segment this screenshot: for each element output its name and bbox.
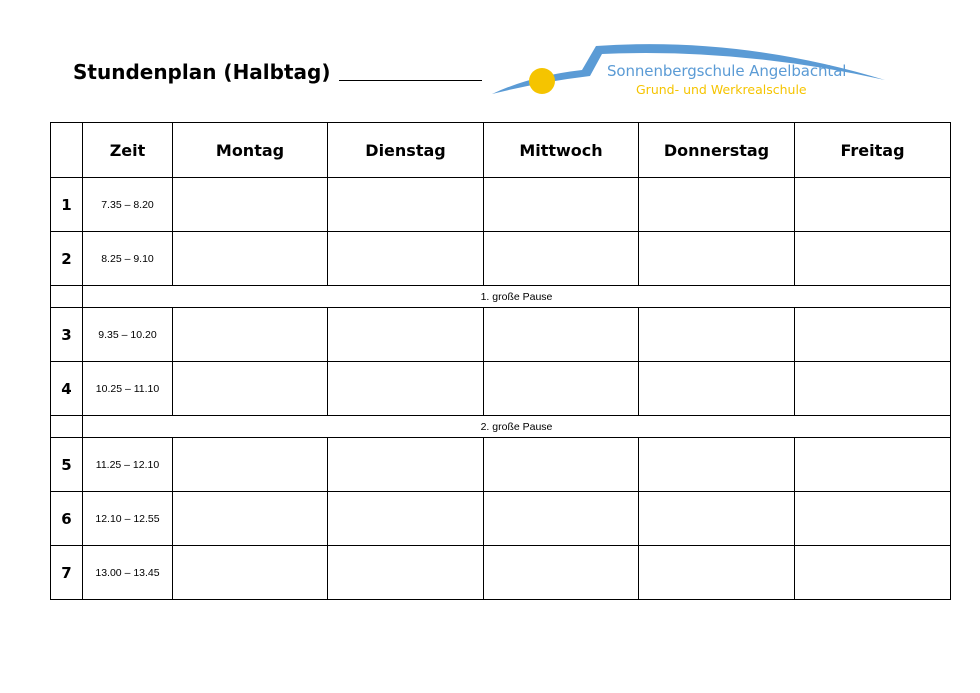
cell-freitag[interactable]: [795, 232, 951, 286]
lesson-row: [51, 232, 951, 286]
lesson-number: 2: [51, 232, 83, 286]
logo-school-name: Sonnenbergschule Angelbachtal: [607, 62, 847, 80]
lesson-time: 7.35 – 8.20: [83, 178, 173, 232]
lesson-row: [51, 178, 951, 232]
cell-freitag[interactable]: [795, 362, 951, 416]
cell-donnerstag[interactable]: [639, 362, 795, 416]
cell-dienstag[interactable]: [328, 546, 484, 600]
pause-label: 1. große Pause: [83, 286, 951, 308]
cell-donnerstag[interactable]: [639, 492, 795, 546]
lesson-time: 11.25 – 12.10: [83, 438, 173, 492]
logo-sun: [529, 68, 555, 94]
cell-dienstag[interactable]: [328, 362, 484, 416]
lesson-number: 7: [51, 546, 83, 600]
cell-freitag[interactable]: [795, 492, 951, 546]
header-row: [51, 123, 951, 178]
lesson-number: 1: [51, 178, 83, 232]
page-title-text: Stundenplan (Halbtag): [73, 60, 331, 84]
lesson-time: 9.35 – 10.20: [83, 308, 173, 362]
school-logo: [490, 38, 890, 100]
pause-row: [51, 286, 951, 308]
cell-mittwoch[interactable]: [484, 546, 639, 600]
cell-mittwoch[interactable]: [484, 308, 639, 362]
header-montag: Montag: [173, 123, 328, 178]
cell-donnerstag[interactable]: [639, 546, 795, 600]
lesson-row: [51, 438, 951, 492]
cell-montag[interactable]: [173, 362, 328, 416]
header-number: [51, 123, 83, 178]
lesson-number: 3: [51, 308, 83, 362]
cell-freitag[interactable]: [795, 178, 951, 232]
header-donnerstag: Donnerstag: [639, 123, 795, 178]
cell-donnerstag[interactable]: [639, 232, 795, 286]
cell-donnerstag[interactable]: [639, 308, 795, 362]
cell-freitag[interactable]: [795, 308, 951, 362]
cell-dienstag[interactable]: [328, 232, 484, 286]
lesson-time: 13.00 – 13.45: [83, 546, 173, 600]
lesson-time: 12.10 – 12.55: [83, 492, 173, 546]
cell-dienstag[interactable]: [328, 492, 484, 546]
cell-montag[interactable]: [173, 438, 328, 492]
cell-mittwoch[interactable]: [484, 362, 639, 416]
header-mittwoch: Mittwoch: [484, 123, 639, 178]
pause-number-cell: [51, 286, 83, 308]
cell-dienstag[interactable]: [328, 178, 484, 232]
cell-freitag[interactable]: [795, 546, 951, 600]
lesson-number: 4: [51, 362, 83, 416]
logo-school-subtitle: Grund- und Werkrealschule: [636, 82, 807, 97]
header-zeit: Zeit: [83, 123, 173, 178]
cell-montag[interactable]: [173, 178, 328, 232]
header-freitag: Freitag: [795, 123, 951, 178]
cell-mittwoch[interactable]: [484, 232, 639, 286]
timetable: [50, 122, 951, 600]
pause-number-cell: [51, 416, 83, 438]
cell-montag[interactable]: [173, 546, 328, 600]
lesson-row: [51, 362, 951, 416]
page-title: [73, 60, 482, 84]
lesson-row: [51, 308, 951, 362]
cell-montag[interactable]: [173, 492, 328, 546]
pause-label: 2. große Pause: [83, 416, 951, 438]
lesson-time: 10.25 – 11.10: [83, 362, 173, 416]
cell-dienstag[interactable]: [328, 308, 484, 362]
name-blank-line: [339, 60, 482, 81]
cell-dienstag[interactable]: [328, 438, 484, 492]
cell-mittwoch[interactable]: [484, 438, 639, 492]
cell-donnerstag[interactable]: [639, 178, 795, 232]
lesson-row: [51, 546, 951, 600]
cell-montag[interactable]: [173, 232, 328, 286]
pause-row: [51, 416, 951, 438]
lesson-row: [51, 492, 951, 546]
cell-freitag[interactable]: [795, 438, 951, 492]
lesson-number: 5: [51, 438, 83, 492]
header-dienstag: Dienstag: [328, 123, 484, 178]
cell-montag[interactable]: [173, 308, 328, 362]
cell-donnerstag[interactable]: [639, 438, 795, 492]
cell-mittwoch[interactable]: [484, 492, 639, 546]
lesson-number: 6: [51, 492, 83, 546]
cell-mittwoch[interactable]: [484, 178, 639, 232]
lesson-time: 8.25 – 9.10: [83, 232, 173, 286]
